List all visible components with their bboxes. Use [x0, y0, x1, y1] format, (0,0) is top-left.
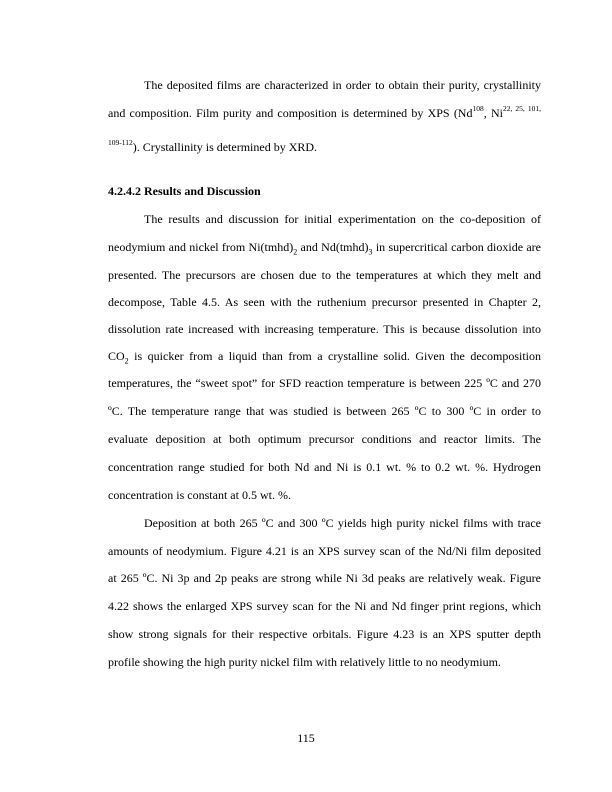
intro-line-3	[108, 140, 541, 154]
intro-line-1	[144, 78, 541, 92]
citation-superscript: 22, 25, 101,	[502, 104, 542, 113]
results-line-6	[108, 349, 541, 366]
subscript: 3	[368, 247, 373, 257]
subscript: 2	[124, 356, 129, 366]
text: in supercritical carbon dioxide are	[372, 240, 541, 254]
text: neodymium and nickel from Ni(tmhd)	[108, 240, 294, 254]
text: CO	[108, 349, 125, 363]
deposition-line-2: amounts of neodymium. Figure 4.21 is an XPS survey scan of the Nd/Ni film deposited	[108, 544, 541, 558]
page-number: 115	[297, 731, 315, 745]
results-line-10: concentration range studied for both Nd and Ni is 0.1 wt. % to 0.2 wt. %. Hydrogen	[108, 460, 541, 474]
text: , Ni	[483, 106, 503, 120]
results-line-7: temperatures, the “sweet spot” for SFD reaction temperature is between 225 ºC and 270	[108, 376, 541, 390]
deposition-line-1: Deposition at both 265 ºC and 300 ºC yields high purity nickel films with trace	[144, 516, 541, 530]
text: ). Crystallinity is determined by XRD.	[132, 140, 318, 154]
results-line-11: concentration is constant at 0.5 wt. %.	[108, 488, 291, 502]
results-line-4: decompose, Table 4.5. As seen with the ruthenium precursor presented in Chapter 2,	[108, 295, 541, 309]
text: The results and discussion for initial experimentation on the co-deposition of	[144, 212, 541, 226]
deposition-line-3: at 265 ºC. Ni 3p and 2p peaks are strong while Ni 3d peaks are relatively weak. Figure	[108, 571, 541, 585]
results-line-9: evaluate deposition at both optimum precursor conditions and reactor limits. The	[108, 432, 541, 446]
text: The deposited films are characterized in order to obtain their purity, crystallinity	[144, 78, 541, 92]
results-line-1	[144, 212, 541, 226]
section-heading: 4.2.4.2 Results and Discussion	[108, 184, 261, 198]
citation-superscript: 108	[472, 104, 484, 113]
deposition-line-4: 4.22 shows the enlarged XPS survey scan for the Ni and Nd finger print regions, which	[108, 599, 541, 613]
citation-superscript: 109-112	[108, 138, 133, 147]
text: is quicker from a liquid than from a crystalline solid. Given the decomposition	[128, 349, 541, 363]
text: and Nd(tmhd)	[297, 240, 369, 254]
results-line-3: presented. The precursors are chosen due to the temperatures at which they melt and	[108, 268, 541, 282]
intro-line-2	[108, 106, 541, 120]
results-line-2	[108, 240, 541, 257]
text: and composition. Film purity and composition is determined by XPS (Nd	[108, 106, 473, 120]
deposition-line-6: profile showing the high purity nickel film with relatively little to no neodymium.	[108, 655, 501, 669]
subscript: 2	[293, 247, 298, 257]
deposition-line-5: show strong signals for their respective orbitals. Figure 4.23 is an XPS sputter depth	[108, 627, 541, 641]
results-line-5: dissolution rate increased with increasing temperature. This is because dissolution into	[108, 322, 541, 336]
results-line-8: ºC. The temperature range that was studied is between 265 ºC to 300 ºC in order to	[108, 404, 541, 418]
